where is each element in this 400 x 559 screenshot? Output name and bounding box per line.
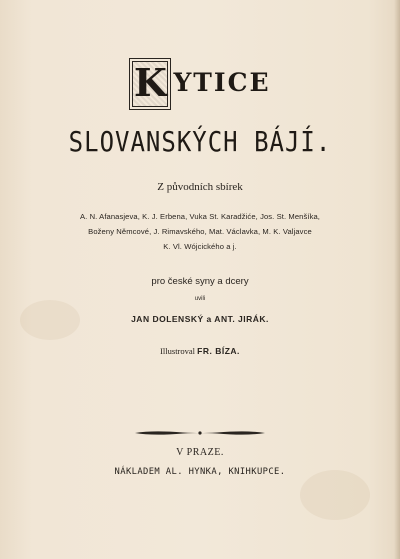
dedication: pro české syny a dcery xyxy=(151,276,249,287)
paper-stain xyxy=(300,470,370,520)
title-rest: YTICE xyxy=(173,68,271,97)
illustrator-label: Illustroval xyxy=(160,346,196,356)
collectors-line: A. N. Afanasjeva, K. J. Erbena, Vuka St. Karadžiće, Jos. St. Menšíka, xyxy=(79,212,321,221)
subtitle: SLOVANSKÝCH BÁJÍ. xyxy=(68,125,332,159)
decorated-initial: K xyxy=(129,58,171,110)
collectors-list xyxy=(0,209,400,254)
collectors-line: Boženy Němcové, J. Rimavského, Mat. Václavka, M. K. Valjavce xyxy=(88,227,312,236)
source-line: Z původních sbírek xyxy=(157,181,243,193)
compiled-by: uvili xyxy=(194,296,206,302)
publisher: NÁKLADEM AL. HYNKA, KNIHKUPCE. xyxy=(114,467,286,477)
illustrator-credit xyxy=(0,346,400,356)
place-of-publication: V PRAZE. xyxy=(176,447,224,458)
collectors-line: K. Vl. Wójcického a j. xyxy=(163,242,237,251)
book-title xyxy=(0,58,400,118)
authors: JAN DOLENSKÝ a ANT. JIRÁK. xyxy=(131,314,269,324)
ornament-divider xyxy=(133,428,267,438)
illustrator-name: FR. BÍZA. xyxy=(197,346,240,356)
